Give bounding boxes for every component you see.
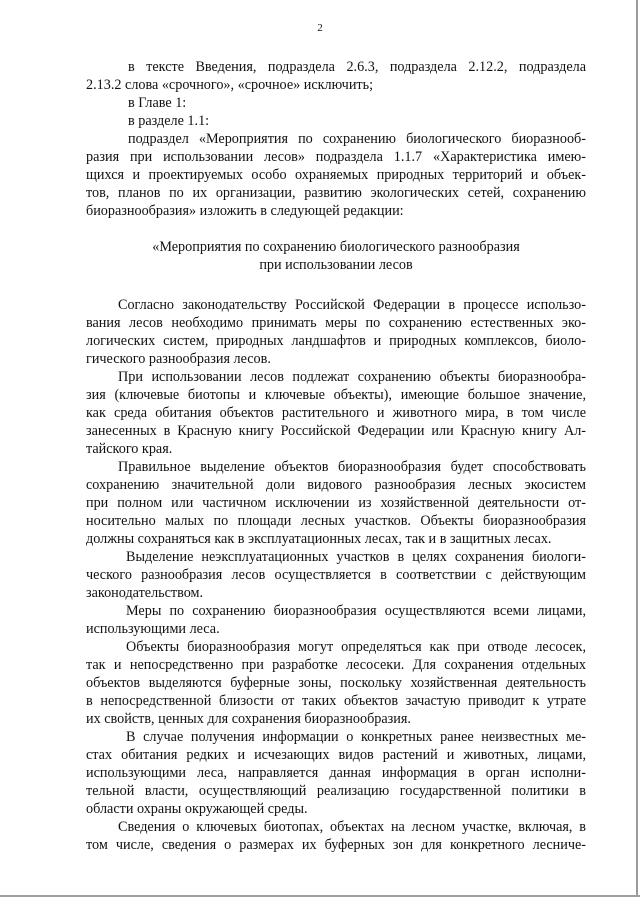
text-line: носительно малых по площади лесных участков. Объекты биоразнообразия <box>86 513 586 529</box>
body-paragraph-2 <box>86 368 586 458</box>
intro-paragraph-2 <box>86 94 586 112</box>
text-line: биоразнообразия» изложить в следующей редакции: <box>86 203 404 219</box>
scan-edge-bottom <box>0 895 640 897</box>
text-line: зия (ключевые биотопы и ключевые объекты), имеющие большое значение, <box>86 387 586 403</box>
text-line: стах обитания редких и исчезающих видов растений и животных, лицами, <box>86 747 586 763</box>
section-heading-line-2: при использовании лесов <box>259 257 413 273</box>
text-line: подраздел «Мероприятия по сохранению биологического биоразнооб- <box>128 131 586 147</box>
text-line: разия при использовании лесов» подраздела 1.1.7 «Характеристика имею- <box>86 149 586 165</box>
text-line: В случае получения информации о конкретных ранее неизвестных ме- <box>126 729 586 745</box>
text-line: При использовании лесов подлежат сохранению объекты биоразнообра- <box>118 369 586 385</box>
text-line: сохранению значительной доли видового разнообразия лесных экосистем <box>86 477 586 493</box>
text-line: использующими леса, направляется данная информация в орган исполни- <box>86 765 586 781</box>
body-paragraph-7 <box>86 728 586 818</box>
text-line: как среда обитания объектов растительного и животного мира, в том числе <box>86 405 586 421</box>
text-line: должны сохраняться как в эксплуатационных лесах, так и в защитных лесах. <box>86 531 552 547</box>
text-line: их свойств, ценных для сохранения биоразнообразия. <box>86 711 411 727</box>
text-line: законодательством. <box>86 585 204 601</box>
text-line: вания лесов необходимо принимать меры по сохранению естественных эко- <box>86 315 586 331</box>
intro-paragraph-4 <box>86 130 586 220</box>
text-line: использующими леса. <box>86 621 220 637</box>
text-line: так и непосредственно при разработке лесосеки. Для сохранения отдельных <box>86 657 586 673</box>
page-number: 2 <box>317 22 323 34</box>
body-paragraph-5 <box>86 602 586 638</box>
scan-edge-right <box>636 0 638 895</box>
text-line: тов, планов по их организации, развитию экологических сетей, сохранению <box>86 185 586 201</box>
body-paragraph-6 <box>86 638 586 728</box>
text-line: логических систем, природных ландшафтов и природных комплексов, биоло- <box>86 333 586 349</box>
text-line: Меры по сохранению биоразнообразия осуществляются всеми лицами, <box>126 603 586 619</box>
text-line: Правильное выделение объектов биоразнообразия будет способствовать <box>118 459 586 475</box>
text-line: в непосредственной близости от таких объектов зачастую приводит к утрате <box>86 693 586 709</box>
text-line: 2.13.2 слова «срочного», «срочное» исключить; <box>86 77 374 93</box>
intro-paragraph-3 <box>86 112 586 130</box>
section-heading <box>86 238 586 274</box>
section-heading-line-1: «Мероприятия по сохранению биологического разнообразия <box>152 239 520 255</box>
body-paragraph-4 <box>86 548 586 602</box>
text-line: при полном или частичном исключении из хозяйственной деятельности от- <box>86 495 586 511</box>
body-paragraph-8 <box>86 818 586 854</box>
text-line: в Главе 1: <box>128 95 187 111</box>
text-line: Согласно законодательству Российской Федерации в процессе использо- <box>118 297 586 313</box>
text-line: Выделение неэксплуатационных участков в целях сохранения биологи- <box>126 549 586 565</box>
text-line: тайского края. <box>86 441 173 457</box>
text-line: ческого разнообразия лесов осуществляется в соответствии с действующим <box>86 567 586 583</box>
text-line: области охраны окружающей среды. <box>86 801 308 817</box>
text-line: Объекты биоразнообразия могут определяться как при отводе лесосек, <box>126 639 586 655</box>
text-line: в разделе 1.1: <box>128 113 210 129</box>
intro-paragraph-1 <box>86 58 586 94</box>
body-paragraph-1 <box>86 296 586 368</box>
text-line: объектов выделяются буферные зоны, поскольку хозяйственная деятельность <box>86 675 586 691</box>
document-body <box>86 58 586 854</box>
text-line: в тексте Введения, подраздела 2.6.3, подраздела 2.12.2, подраздела <box>128 59 586 75</box>
text-line: гического разнообразия лесов. <box>86 351 271 367</box>
text-line: тельной власти, осуществляющий реализацию государственной политики в <box>86 783 586 799</box>
text-line: том числе, сведения о размерах их буферных зон для конкретного лесниче- <box>86 837 586 853</box>
body-paragraph-3 <box>86 458 586 548</box>
text-line: занесенных в Красную книгу Российской Федерации или Красную книгу Ал- <box>86 423 586 439</box>
text-line: щихся и проектируемых особо охраняемых природных территорий и объек- <box>86 167 586 183</box>
text-line: Сведения о ключевых биотопах, объектах на лесном участке, включая, в <box>118 819 586 835</box>
